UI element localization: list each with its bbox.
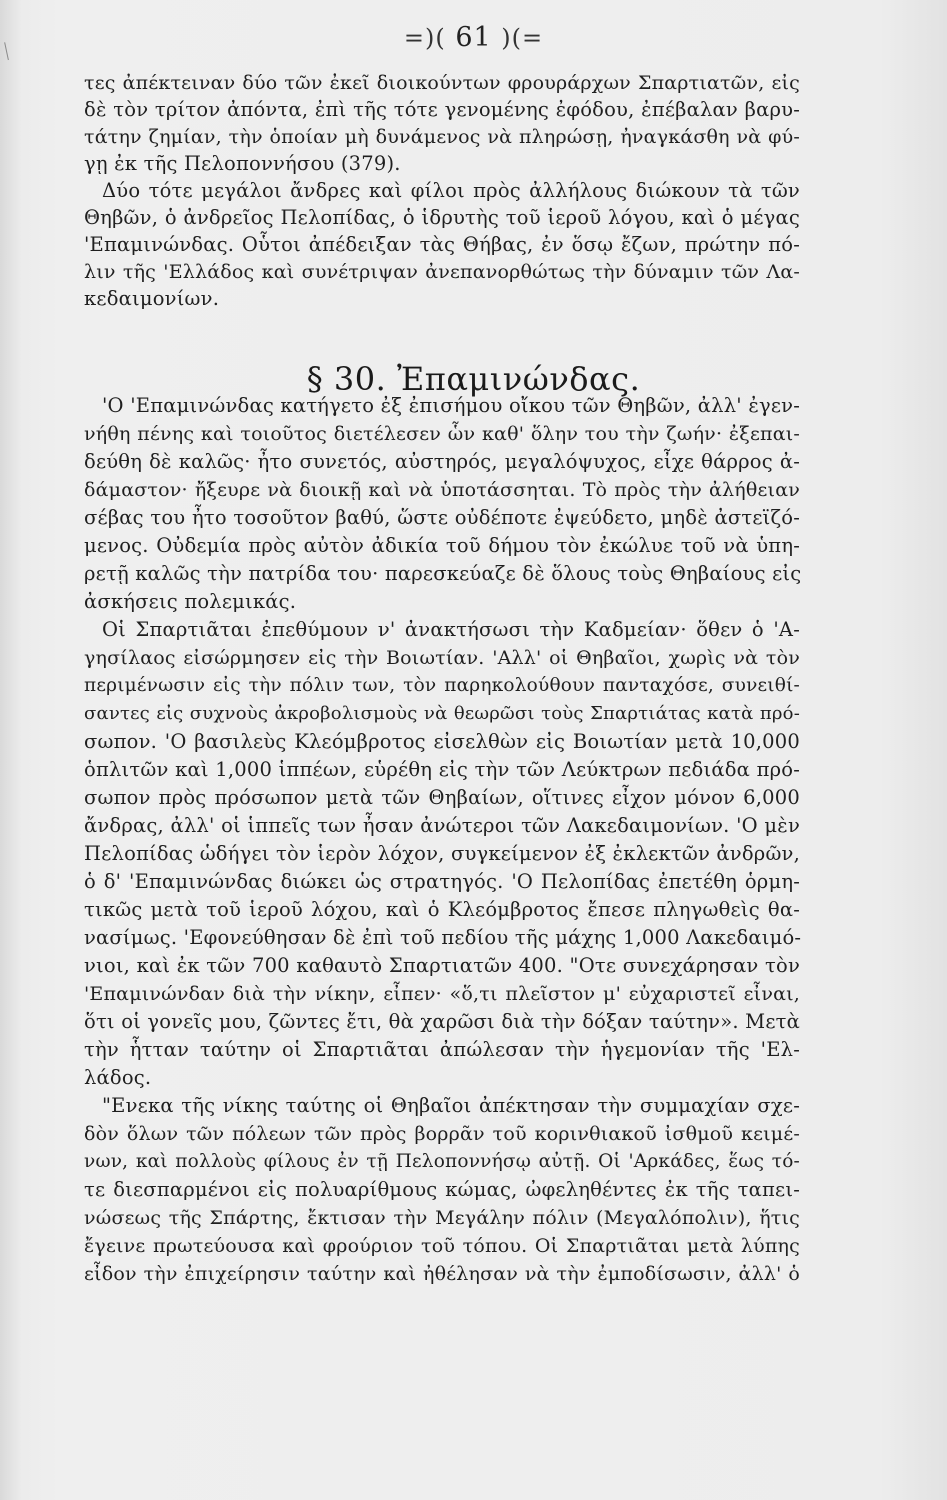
text-line: σωπον. 'Ο βασιλεὺς Κλεόμβροτος εἰσελθὼν εἰς Βοιωτίαν μετὰ 10,000: [84, 730, 800, 753]
text-line: νων, καὶ πολλοὺς φίλους ἐν τῇ Πελοποννήσῳ αὐτῇ. Οἱ 'Αρκάδες, ἕως τό-: [84, 1151, 800, 1172]
text-line: ἔγεινε πρωτεύουσα καὶ φρούριον τοῦ τόπου. Οἱ Σπαρτιᾶται μετὰ λύπης: [84, 1235, 800, 1257]
text-line: λιν τῆς 'Ελλάδος καὶ συνέτριψαν ἀνεπανορθώτως τὴν δύναμιν τῶν Λα-: [84, 261, 800, 283]
text-line: δεύθη δὲ καλῶς· ἦτο συνετός, αὐστηρός, μεγαλόψυχος, εἶχε θάρρος ἀ-: [84, 450, 800, 473]
section-title: § 30. Ἐπαμινώνδας.: [306, 360, 641, 398]
text-line: μενος. Οὐδεμία πρὸς αὐτὸν ἀδικία τοῦ δήμου τὸν ἐκώλυε τοῦ νὰ ὑπη-: [84, 534, 800, 557]
text-line: 'Επαμινώνδαν διὰ τὴν νίκην, εἶπεν· «ὅ,τι πλεῖστον μ' εὐχαριστεῖ εἶναι,: [84, 983, 800, 1005]
text-line: νιοι, καὶ ἐκ τῶν 700 καθαυτὸ Σπαρτιατῶν 400. "Οτε συνεχάρησαν τὸν: [84, 954, 800, 977]
right-ornament: )(=: [501, 24, 544, 52]
text-line: λάδος.: [84, 1066, 152, 1089]
text-line: σαντες εἰς συχνοὺς ἀκροβολισμοὺς νὰ θεωρῶσι τοὺς Σπαρτιάτας κατὰ πρό-: [84, 703, 800, 724]
text-line: ρετῇ καλῶς τὴν πατρίδα του· παρεσκεύαζε δὲ ὅλους τοὺς Θηβαίους εἰς: [84, 562, 802, 585]
text-line: σέβας του ἦτο τοσοῦτον βαθύ, ὥστε οὐδέποτε ἐψεύδετο, μηδὲ ἀστεϊζό-: [84, 506, 800, 529]
text-line: ὅτι οἱ γονεῖς μου, ζῶντες ἔτι, θὰ χαρῶσι διὰ τὴν δόξαν ταύτην». Μετὰ: [84, 1010, 800, 1033]
text-line: Θηβῶν, ὁ ἀνδρεῖος Πελοπίδας, ὁ ἱδρυτὴς τοῦ ἱεροῦ λόγου, καὶ ὁ μέγας: [84, 206, 800, 229]
text-line: νήθη πένης καὶ τοιοῦτος διετέλεσεν ὧν καθ' ὅλην του τὴν ζωήν· ἐξεπαι-: [84, 423, 800, 445]
text-line: ἀσκήσεις πολεμικάς.: [84, 590, 297, 613]
text-line: τάτην ζημίαν, τὴν ὁποίαν μὴ δυνάμενος νὰ πληρώσῃ, ἠναγκάσθη νὰ φύ-: [84, 126, 800, 148]
text-line: δάμαστον· ἤξευρε νὰ διοικῇ καὶ νὰ ὑποτάσσηται. Τὸ πρὸς τὴν ἀλήθειαν: [84, 479, 800, 501]
text-line: κεδαιμονίων.: [84, 287, 220, 310]
text-line: τικῶς μετὰ τοῦ ἱεροῦ λόχου, καὶ ὁ Κλεόμβροτος ἔπεσε πληγωθεὶς θα-: [84, 898, 800, 921]
text-line: περιμένωσιν εἰς τὴν πόλιν των, τὸν παρηκολούθουν πανταχόσε, συνειθί-: [84, 675, 800, 696]
text-line: τὴν ἧτταν ταύτην οἱ Σπαρτιᾶται ἀπώλεσαν τὴν ἡγεμονίαν τῆς 'Ελ-: [84, 1038, 800, 1061]
text-line: σωπον πρὸς πρόσωπον μετὰ τῶν Θηβαίων, οἵτινες εἶχον μόνον 6,000: [84, 786, 800, 809]
text-line: γησίλαος εἰσώρμησεν εἰς τὴν Βοιωτίαν. 'Αλλ' οἱ Θηβαῖοι, χωρὶς νὰ τὸν: [84, 647, 800, 669]
text-line: ὁ δ' 'Επαμινώνδας διώκει ὡς στρατηγός. 'Ο Πελοπίδας ἐπετέθη ὁρμη-: [84, 870, 800, 893]
text-line: Πελοπίδας ὡδήγει τὸν ἱερὸν λόχον, συγκείμενον ἐξ ἐκλεκτῶν ἀνδρῶν,: [84, 842, 800, 865]
text-line: νώσεως τῆς Σπάρτης, ἔκτισαν τὴν Μεγάλην πόλιν (Μεγαλόπολιν), ἥτις: [84, 1207, 800, 1229]
text-line: γῃ ἐκ τῆς Πελοποννήσου (379).: [84, 152, 401, 175]
left-ornament: =)(: [403, 24, 446, 52]
text-line: 'Επαμινώνδας. Οὗτοι ἀπέδειξαν τὰς Θήβας, ἐν ὅσῳ ἔζων, πρώτην πό-: [84, 233, 800, 256]
text-line: 'Ο 'Επαμινώνδας κατήγετο ἐξ ἐπισήμου οἴκου τῶν Θηβῶν, ἀλλ' ἐγεν-: [102, 394, 800, 417]
text-line: εἶδον τὴν ἐπιχείρησιν ταύτην καὶ ἠθέλησαν νὰ τὴν ἐμποδίσωσιν, ἀλλ' ὁ: [84, 1263, 800, 1285]
text-line: δὸν ὅλων τῶν πόλεων τῶν πρὸς βορρᾶν τοῦ κορινθιακοῦ ἰσθμοῦ κειμέ-: [84, 1123, 800, 1145]
text-line: "Ενεκα τῆς νίκης ταύτης οἱ Θηβαῖοι ἀπέκτησαν τὴν συμμαχίαν σχε-: [102, 1094, 800, 1117]
text-line: Δύο τότε μεγάλοι ἄνδρες καὶ φίλοι πρὸς ἀλλήλους διώκουν τὰ τῶν: [102, 179, 800, 202]
text-line: ἄνδρας, ἀλλ' οἱ ἱππεῖς των ἦσαν ἀνώτεροι τῶν Λακεδαιμονίων. 'Ο μὲν: [84, 814, 800, 837]
text-line: νασίμως. 'Εφονεύθησαν δὲ ἐπὶ τοῦ πεδίου τῆς μάχης 1,000 Λακεδαιμό-: [84, 926, 802, 949]
text-line: τες ἀπέκτειναν δύο τῶν ἐκεῖ διοικούντων φρουράρχων Σπαρτιατῶν, εἰς: [84, 72, 800, 94]
text-line: Οἱ Σπαρτιᾶται ἐπεθύμουν ν' ἀνακτήσωσι τὴν Καδμείαν· ὅθεν ὁ 'Α-: [102, 618, 800, 641]
page-header: [0, 22, 947, 53]
page-number: 61: [455, 22, 492, 53]
text-line: ὁπλιτῶν καὶ 1,000 ἱππέων, εὑρέθη εἰς τὴν τῶν Λεύκτρων πεδιάδα πρό-: [84, 758, 800, 781]
text-line: τε διεσπαρμένοι εἰς πολυαρίθμους κώμας, ὠφεληθέντες ἐκ τῆς ταπει-: [84, 1178, 800, 1201]
text-line: δὲ τὸν τρίτον ἀπόντα, ἐπὶ τῆς τότε γενομένης ἐφόδου, ἐπέβαλαν βαρυ-: [84, 98, 800, 121]
